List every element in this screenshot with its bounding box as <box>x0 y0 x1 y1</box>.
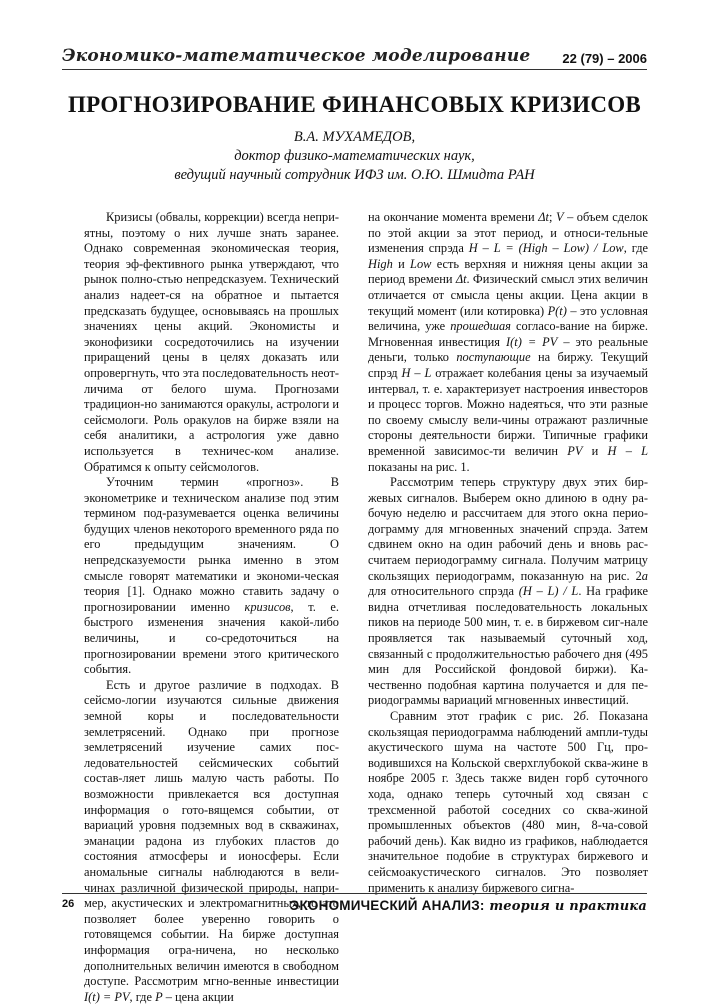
paragraph: Сравним этот график с рис. 2б. Показана скользящая периодограмма наблюдений ампли-туды акустического шума на частоте 500 Гц, про-водившихся на Кольской сверхглубокой сква-жине в ноябре 2005 г. Здесь также виден горб суточного хода, однако теперь суточный ход связан с трехсменной работой соседних со сква-жиной промышленных объектов (480 мин, 8-ча-совой рабочий день). Как видно из графиков, наблюдается значительное подобие в структурах биржевого и сейсмоакустического сигналов. Это позволяет применить к анализу биржевого сигна- <box>368 709 648 895</box>
header-rule <box>62 69 647 70</box>
formula: I(t) = PV <box>84 989 130 1004</box>
formula: P(t) <box>547 303 567 318</box>
author-name: В.А. МУХАМЕДОВ, <box>293 129 416 145</box>
footer-rule <box>62 893 647 894</box>
author-degree: доктор физико-математических наук, <box>234 148 475 164</box>
formula: Δt <box>455 272 467 287</box>
issue-number: 22 (79) – 2006 <box>562 51 647 66</box>
paragraph: на окончание момента времени Δt; V – объем сделок по этой акции за этот период, и относи-тельные изменения спрэда H – L = (High – Low) / Low, где High и Low есть верхняя и нижняя цены акции за период времени Δt. Физический смысл этих величин отличается от смысла цены акции. Цена акции в текущий момент (или котировка) P(t) – это условная величина, уже прошедшая согласо-вание на бирже. Мгновенная инвестиция I(t) = PV – это реальные деньги, только поступающие на биржу. Текущий спрэд H – L отражает колебания цены за изучаемый интервал, т. е. характеризует настроения инвесторов и процесс торгов. Можно надеяться, что эти разные по своему смыслу вели-чины отражают различные стороны деятельности биржи. Типичные графики временной зависимос-ти величин PV и H – L показаны на рис. 1. <box>368 210 649 474</box>
formula: Low <box>410 256 432 271</box>
right-column <box>368 210 648 896</box>
formula: (H – L) / L <box>518 584 579 599</box>
formula: P <box>155 989 163 1004</box>
formula: H – L = (High – Low) / Low <box>468 241 624 256</box>
formula: PV <box>567 443 583 458</box>
paragraph: Рассмотрим теперь структуру двух этих бир-жевых сигналов. Выберем окно длиною в одну ра-бочую неделю и рассчитаем для этого окна перио-дограмму для мгновенных значений спрэда. Затем сдвинем окно на один рабочий день и вновь рас-считаем периодограмму сигнала. Получим матрицу скользящих периодограмм, показанную на рис. 2а для относительного спрэда (H – L) / L. На графике видна отчетливая последовательность локальных пиков на периоде 500 мин, т. е. в биржевом сиг-нале проявляется так называемый суточный ход, связанный с продолжительностью рабочего дня (495 мин для Российской фондовой биржи). Ка-чественно подобная картина получается и для пе-риодограммы вариаций мгновенных инвестиций. <box>368 475 648 708</box>
paragraph: Кризисы (обвалы, коррекции) всегда непри-ятны, поэтому о них лучше знать заранее. Однако современная экономическая теория, теория эф-фективного рынка утверждают, что рынок полно-стью непредсказуем. Технический анализ надеет-ся на обратное и пытается предсказать будущее, основываясь на прошлых значениях цены акций. Экономисты и эконофизики сосредоточились на изучении приращений цены в целях доказать или опровергнуть, что эта последовательность неот-личима от белого шума. Прогнозами традицион-но занимаются оракулы, астрологи и сейсмологи. Роль оракулов на бирже взяли на себя аналитики, а астрология уже давно используется в техничес-ком анализе. Обратимся к опыту сейсмологов. <box>84 210 339 474</box>
left-column <box>84 210 339 1005</box>
page-number: 26 <box>62 898 75 910</box>
paragraph: Есть и другое различие в подходах. В сейсмо-логии изучаются сильные движения земной коры и последовательности землетрясений. Однако при прогнозе землетрясений изучение самих пос-ледовательностей сейсмических событий состав-ляет лишь малую часть работы. По возможности привлекается вся доступная информация о гото-вящемся событии, от вариаций уровня подземных вод в скважинах, эманации радона из глубоких пластов до состояния атмосферы и ионосферы. Если аномальные сигналы наблюдаются в вели-чинах различной физической природы, напри-мер, акустических и электромагнитных, то это позволяет более уверенно говорить о готовящемся событии. На бирже доступная информация огра-ничена, но несколько дополнительных величин имеются в свободном доступе. Рассмотрим мгно-венные инвестиции I(t) = PV, где P – цена акции <box>84 677 339 1004</box>
article-title: ПРОГНОЗИРОВАНИЕ ФИНАНСОВЫХ КРИЗИСОВ <box>67 92 642 117</box>
running-head <box>62 36 647 66</box>
footer <box>62 898 647 914</box>
formula: I(t) = PV <box>506 334 558 349</box>
formula: H – L <box>607 443 649 458</box>
author-position: ведущий научный сотрудник ИФЗ им. О.Ю. Шмидта РАН <box>174 167 535 183</box>
byline <box>60 128 649 185</box>
formula: V <box>555 210 564 224</box>
formula: Δt <box>538 210 549 224</box>
footer-journal-title: ЭКОНОМИЧЕСКИЙ АНАЛИЗ: теория и практика <box>289 898 647 914</box>
paragraph: Уточним термин «прогноз». В эконометрике и техническом анализе под этим термином под-разумевается оценка величины будущих членов некоторого временного ряда по его предыдущим значениям. О непредсказуемости рынка именно в этом смысле говорят математики и экономи-ческая теория [1]. Однако можно ставить задачу о прогнозировании именно кризисов, т. е. быстрого изменения значения какой-либо величины, и со-средоточиться на прогнозировании времени этого критического события. <box>84 475 339 677</box>
formula: High <box>368 256 393 271</box>
journal-name: Экономико-математическое моделирование <box>62 46 531 66</box>
formula: H – L <box>401 365 432 380</box>
